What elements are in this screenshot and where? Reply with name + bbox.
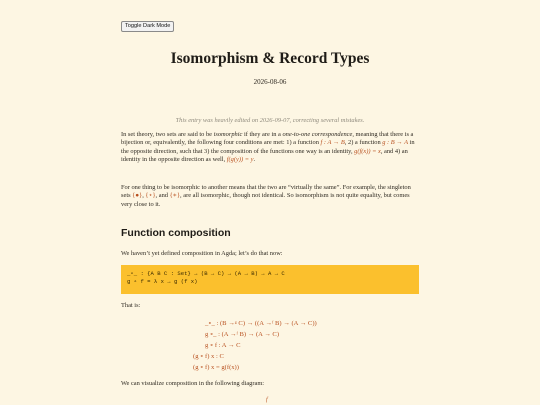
post-date: 2026-08-06 <box>253 78 287 86</box>
equation-definition: (g ∘ f) x = g(f(x)) <box>193 364 239 371</box>
math-singleton-ast: {∗} <box>169 192 181 200</box>
code-line-1: _∘_ : {A B C : Set} → (B → C) → (A → B) → A → C <box>127 270 285 277</box>
math-singleton-star: {⋆} <box>145 192 156 200</box>
diagram-label-f: f <box>266 397 268 403</box>
page-title: Isomorphism & Record Types <box>170 50 370 67</box>
paragraph-composition-intro: We haven’t yet defined composition in Agda; let’s do that now: <box>121 250 283 257</box>
code-line-2: g ∘ f = λ x → g (f x) <box>127 278 198 285</box>
math-g-signature: g : B → A <box>382 139 409 147</box>
math-identity-two: f(g(y)) = y <box>226 156 254 164</box>
section-heading-function-composition: Function composition <box>121 227 231 239</box>
agda-code-block <box>121 265 419 294</box>
toggle-dark-mode-button[interactable]: Toggle Dark Mode <box>121 21 174 32</box>
paragraph-diagram-intro: We can visualize composition in the following diagram: <box>121 380 265 387</box>
math-f-signature: f : A → B <box>320 139 345 147</box>
paragraph-virtually-same: For one thing to be isomorphic to another means that the two are “virtually the same”. For example, the singleton sets {●}, {⋆}, and {∗}, are all isomorphic, though not identical. So isomorphism is not quite equality, but comes very close to it. <box>121 184 411 208</box>
math-singleton-dot: {●} <box>132 192 143 200</box>
equation-compose-type: _∘_ : (B →ᵍ C) → ((A →ᶠ B) → (A → C)) <box>205 320 317 327</box>
paragraph-that-is: That is: <box>121 302 141 309</box>
composition-equations <box>193 318 393 373</box>
equation-section-type: g ∘_ : (A →ᶠ B) → (A → C) <box>205 331 280 338</box>
edit-note: This entry was heavily edited on 2026-09-07, correcting several mistakes. <box>175 117 365 124</box>
paragraph-isomorphism-definition: In set theory, two sets are said to be isomorphic if they are in a one-to-one correspondence, meaning that there is a bijection or, equivalently, the following four conditions are met: 1) a function f : A → B, 2) a function g : B → A in the opposite direction, such that 3) the composition of the functions one way is an identity, g(f(x)) = x, and 4) an identity in the opposite direction as well, f(g(y)) = y. <box>121 131 415 164</box>
math-identity-one: g(f(x)) = x <box>354 147 381 155</box>
equation-applied-type: (g ∘ f) x : C <box>193 353 224 360</box>
equation-composed-type: g ∘ f : A → C <box>205 342 241 349</box>
